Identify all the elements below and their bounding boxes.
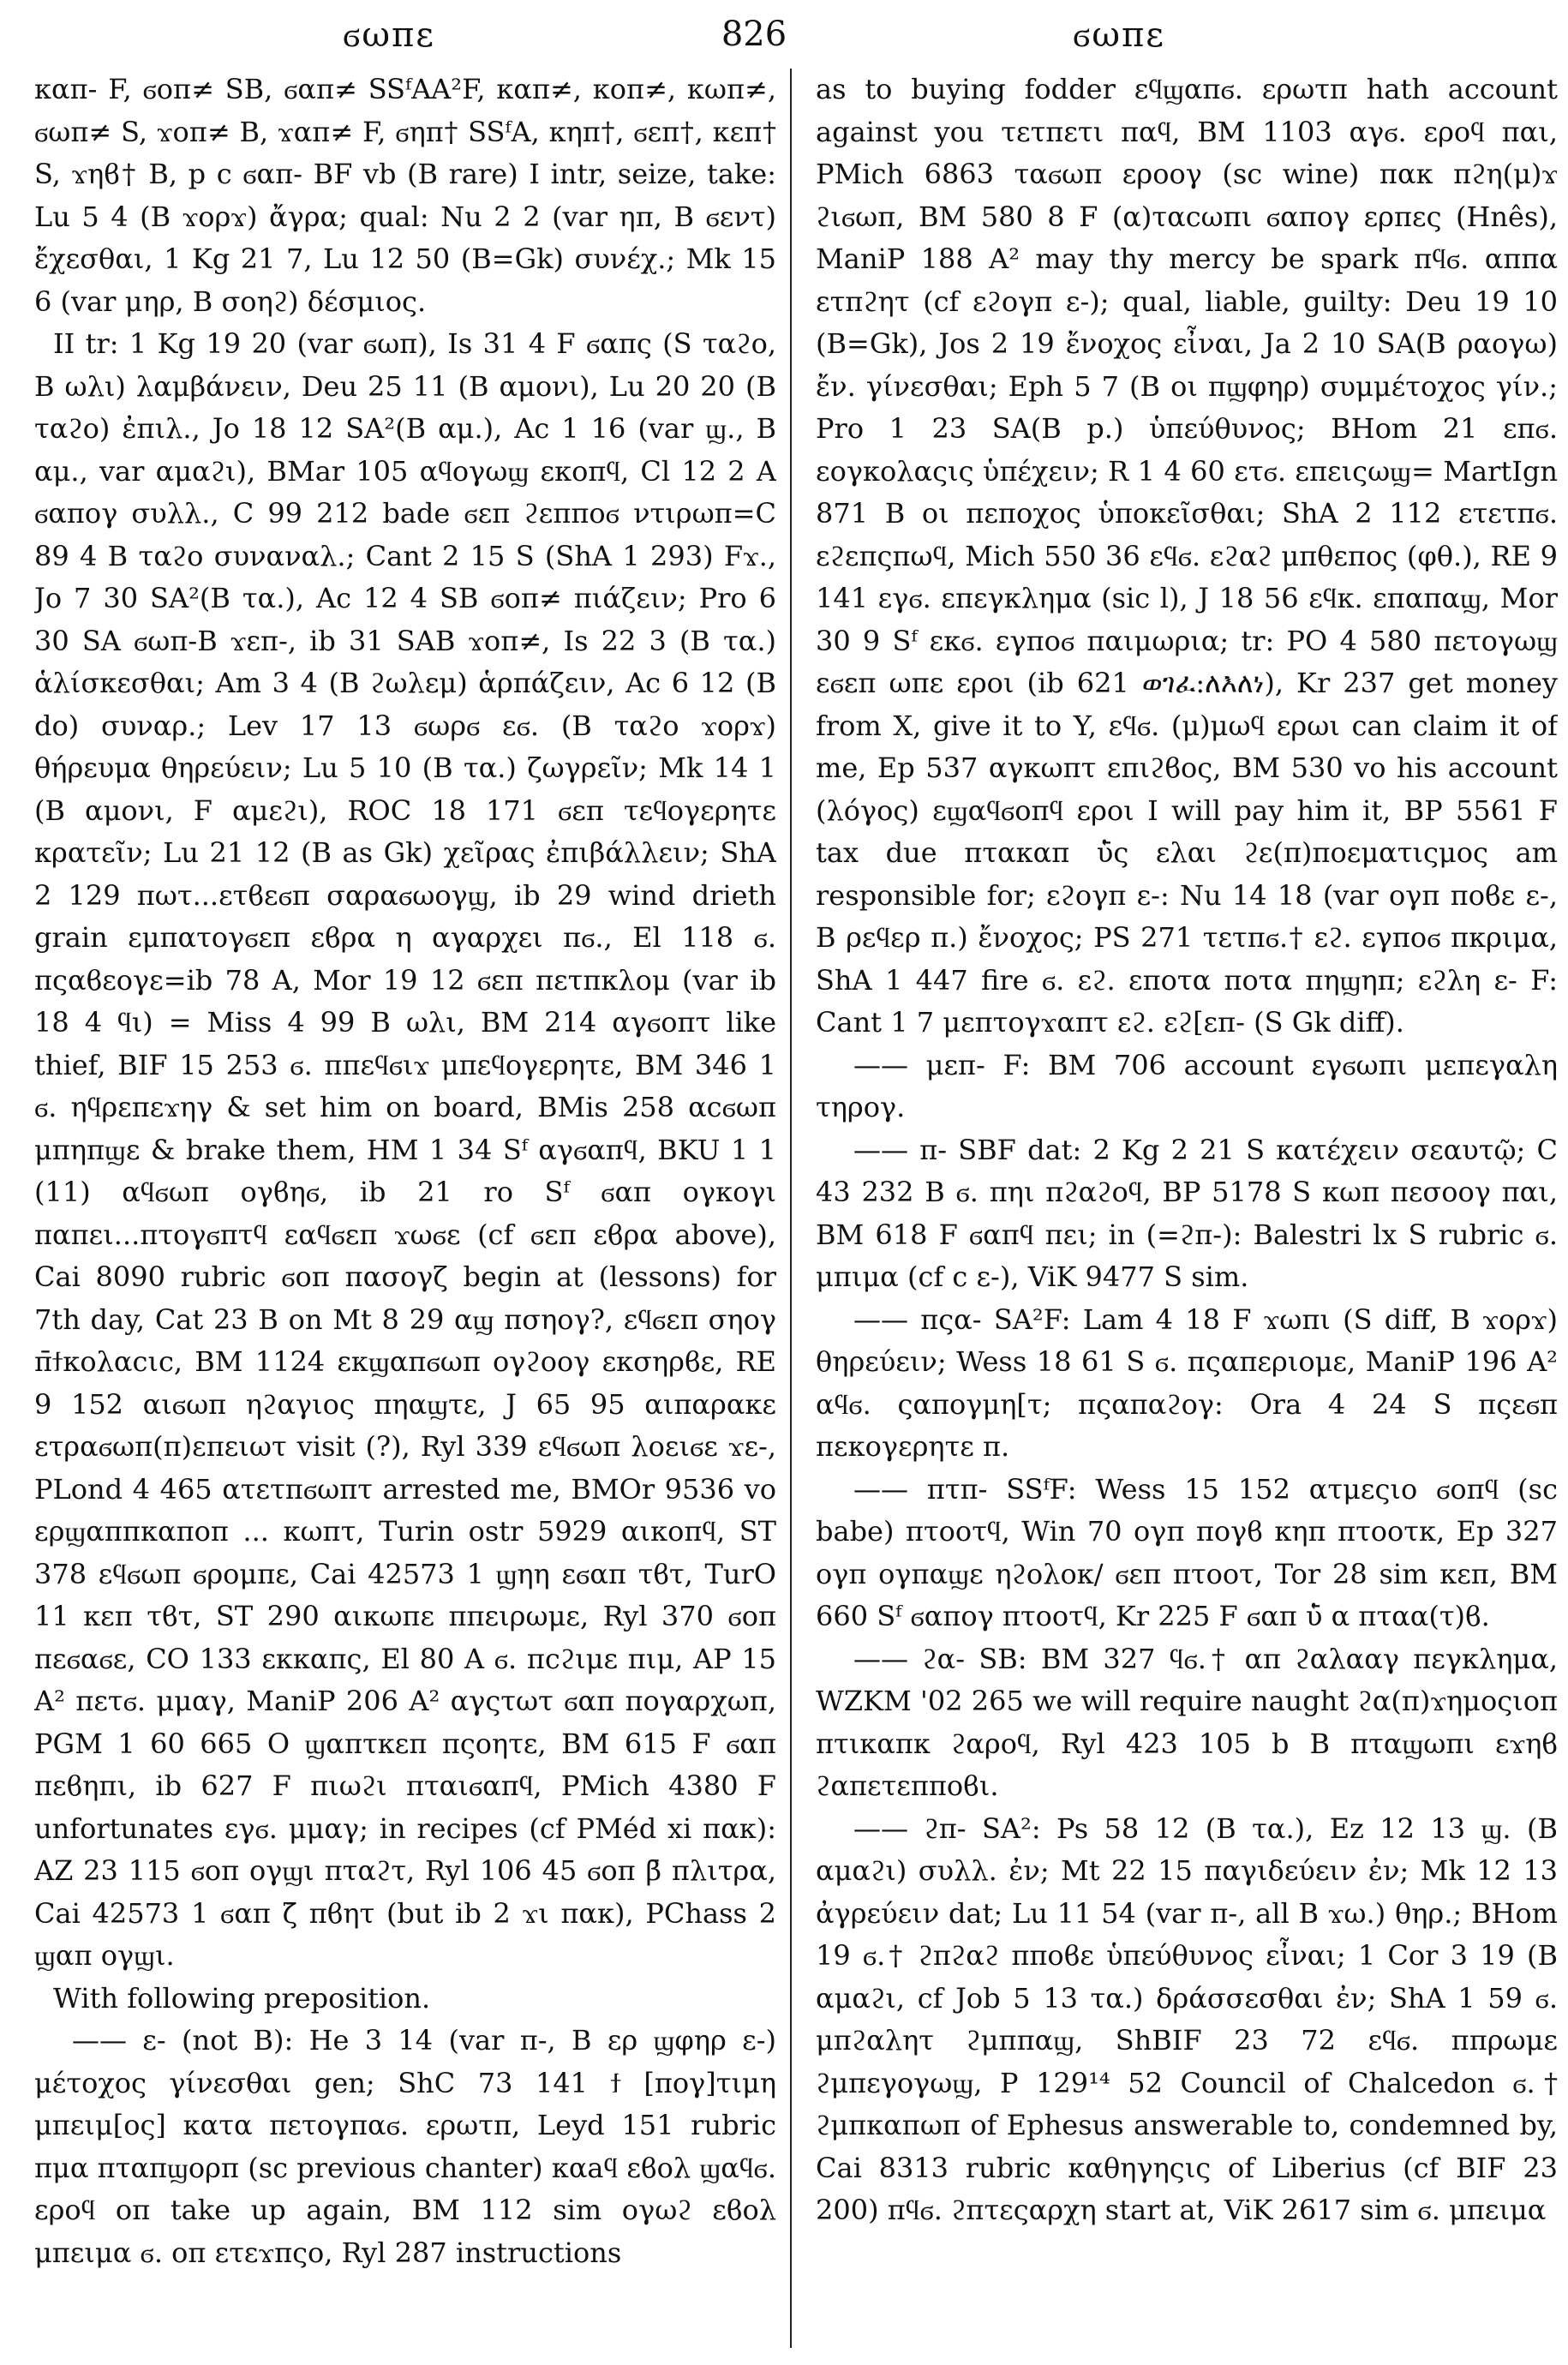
- running-headword-right: ϭωπε: [1073, 15, 1165, 55]
- page-number: 826: [721, 15, 787, 54]
- column-divider: [790, 69, 792, 2348]
- entry-paragraph: II tr: 1 Kg 19 20 (var ϭωπ), Is 31 4 F ϭαπς (S ταϩο, B ωλι) λαμβάνειν, Deu 25 11 (B αμονι), Lu 20 20 (B ταϩο) ἐπιλ., Jo 18 12 SA²(B αμ.), Ac 1 16 (var ϣ., B αμ., var αμαϩι), BMar 105 αϥογωϣ εκοπϥ, Cl 12 2 A ϭαπογ συλλ., C 99 212 bade ϭεπ ϩεπποϭ ντιρωπ=C 89 4 B ταϩο συναναλ.; Cant 2 15 S (ShA 1 293) Fϫ., Jo 7 30 SA²(B τα.), Ac 12 4 SB ϭοπ≠ πιάζειν; Pro 6 30 SA ϭωπ-B ϫεπ-, ib 31 SAB ϫοπ≠, Is 22 3 (B τα.) ἁλίσκεσθαι; Am 3 4 (B ϩωλεμ) ἁρπάζειν, Ac 6 12 (B do) συναρ.; Lev 17 13 ϭωρϭ εϭ. (B ταϩο ϫορϫ) θήρευμα θηρεύειν; Lu 5 10 (B τα.) ζωγρεῖν; Mk 14 1 (B αμονι, F αμεϩι), ROC 18 171 ϭεπ τεϥογερητε κρατεῖν; Lu 21 12 (B as Gk) χεῖρας ἐπιβάλλειν; ShA 2 129 πωτ...ετϐεϭπ σαραϭωογϣ, ib 29 wind drieth grain εμπατογϭεπ εϐρα η αγαρχει πϭ., El 118 ϭ. πςαϐεογε=ib 78 A, Mor 19 12 ϭεπ πετπκλομ (var ib 18 4 ϥι) = Miss 4 99 B ωλι, BM 214 αγϭοπτ like thief, BIF 15 253 ϭ. ππεϥϭιϫ μπεϥογερητε, BM 346 1 ϭ. ηϥρεπεϫηγ & set him on board, BMis 258 αϲϭωπ μπηπϣε & brake them, HM 1 34 Sᶠ αγϭαπϥ, BKU 1 1 (11) αϥϭωπ ογϐηϭ, ib 21 ro Sᶠ ϭαπ ογκογι παπει...πτογϭπτϥ εαϥϭεπ ϫωϭε (cf ϭεπ εϐρα above), Cai 8090 rubric ϭοπ πασογζ begin at (lessons) for 7th day, Cat 23 B on Mt 8 29 αϣ πσηογ?, εϥϭεπ σηογ π̄ϯκολαϲιϲ, BM 1124 εκϣαπϭωπ ογϩοογ εκσηρϐε, RE 9 152 αιϭωπ ηϩαγιος πηαϣτε, J 65 95 αιπαρακε ετραϭωπ(π)επειωτ visit (?), Ryl 339 εϥϭωπ λοειϭε ϫε-, PLond 4 465 ατετπϭωπτ arrested me, BMOr 9536 vo ερϣαππκαποπ ... κωπτ, Turin ostr 5929 αικοπϥ, ST 378 εϥϭωπ ϭρομπε, Cai 42573 1 ϣηη εϭαπ τϐτ, TurO 11 κεπ τϐτ, ST 290 αικωπε ππειρωμε, Ryl 370 ϭοπ πεϭαϭε, CO 133 εκκαπς, El 80 A ϭ. πϲϩιμε πιμ, AP 15 A² πετϭ. μμαγ, ManiP 206 A² αγςτωτ ϭαπ πογαρχωπ, PGM 1 60 665 O ϣαπτκεπ πςοητε, BM 615 F ϭαπ πεϐηπι, ib 627 F πιωϩι πταιϭαπϥ, PMich 4380 F unfortunates εγϭ. μμαγ; in recipes (cf PMéd xi πακ): AZ 23 115 ϭοπ ογϣι πταϩτ, Ryl 106 45 ϭοπ β̄ πλιτρα, Cai 42573 1 ϭαπ ζ̄ πϐητ (but ib 2 ϫι πακ), PChass 2 ϣαπ ογϣι.: [34, 327, 776, 1972]
- entry-paragraph: as to buying fodder εϥϣαπϭ. ερωτπ hath account against you τετπετι παϥ, BM 1103 αγϭ. εροϥ παι, PMich 6863 ταϭωπ εροογ (sc wine) πακ πϩη(μ)ϫ ϩιϭωπ, BM 580 8 F (α)ταϲωπι ϭαπογ ερπες (Hnês), ManiP 188 A² may thy mercy be spark πϥϭ. αππα ετπϩητ (cf εϩογπ ε-); qual, liable, guilty: Deu 19 10 (B=Gk), Jos 2 19 ἔνοχος εἶναι, Ja 2 10 SA(B ραογω) ἔν. γίνεσθαι; Eph 5 7 (B οι πϣφηρ) συμμέτοχος γίν.; Pro 1 23 SA(B p.) ὑπεύθυνος; BHom 21 επϭ. εογκολαςις ὑπέχειν; R 1 4 60 ετϭ. επειςωϣ= MartIgn 871 B οι πεποχος ὑποκεῖσθαι; ShA 2 112 ετετπϭ. εϩεπςπωϥ, Mich 550 36 εϥϭ. εϩαϩ μπθεπος (φθ.), RE 9 141 εγϭ. επεγκλημα (sic l), J 18 56 εϥκ. επαπαϣ, Mor 30 9 Sᶠ εκϭ. εγποϭ παιμωρια; tr: PO 4 580 πετογωϣ εϭεπ ωπε εροι (ib 621 ወገፈ:ለእለነ), Kr 237 get money from X, give it to Y, εϥϭ. (μ)μωϥ ερωι can claim it of me, Ep 537 αγκωπτ επιϩϐος, BM 530 vo his account (λόγος) εϣαϥϭοπϥ εροι I will pay him it, BP 5561 F tax due πτακαπ ὑ̄ς ελαι ϩε(π)ποεματιςμος am responsible for; εϩογπ ε-: Nu 14 18 (var ογπ ποϐε ε-, B ρεϥερ π.) ἔνοχος; PS 271 τετπϭ.† εϩ. εγποϭ πκριμα, ShA 1 447 fire ϭ. εϩ. εποτα ποτα πηϣηπ; εϩλη ε- F: Cant 1 7 μεπτογϫαπτ εϩ. εϩ[επ- (S Gk diff).: [816, 73, 1558, 1039]
- entry-paragraph: —— πςα- SA²F: Lam 4 18 F ϫωπι (S diff, B ϫορϫ) θηρεύειν; Wess 18 61 S ϭ. πςαπεριομε, ManiP 196 A² αϥϭ. ςαπογμη[τ; πςαπαϩογ: Ora 4 24 S πςεϭπ πεκογερητε π.: [816, 1302, 1558, 1463]
- page-header: [43, 9, 1525, 60]
- entry-paragraph: —— ϩα- SB: BM 327 ϥϭ.† απ ϩαλααγ πεγκλημα, WZKM '02 265 we will require naught ϩα(π)ϫημοςιοπ πτικαπκ ϩαροϥ, Ryl 423 105 b B πταϣωπι εϫηϐ ϩαπετεπποϐι.: [816, 1642, 1558, 1802]
- entry-paragraph: —— π- SBF dat: 2 Kg 2 21 S κατέχειν σεαυτῷ; C 43 232 B ϭ. πηι πϩαϩοϥ, BP 5178 S κωπ πεσοογ παι, BM 618 F ϭαπϥ πει; in (=ϩπ-): Balestri lx S rubric ϭ. μπιμα (cf c ε-), ViK 9477 S sim.: [816, 1133, 1558, 1293]
- running-headword-left: ϭωπε: [343, 15, 435, 55]
- entry-paragraph: —— μεπ- F: BM 706 account εγϭωπι μεπεγαλη τηρογ.: [816, 1048, 1558, 1123]
- entry-paragraph: —— ϩπ- SA²: Ps 58 12 (B τα.), Ez 12 13 ϣ. (B αμαϩι) συλλ. ἐν; Mt 22 15 παγιδεύειν ἐν; Mk 12 13 ἀγρεύειν dat; Lu 11 54 (var π-, all B ϫω.) θηρ.; BHom 19 ϭ.† ϩπϩαϩ πποϐε ὑπεύθυνος εἶναι; 1 Cor 3 19 (B αμαϩι, cf Job 5 13 τα.) δράσσεσθαι ἐν; ShA 1 59 ϭ. μπϩαλητ ϩμππαϣ, ShBIF 23 72 εϥϭ. ππρωμε ϩμπεγογωϣ, P 129¹⁴ 52 Council of Chalcedon ϭ.† ϩμπκαπωπ of Ephesus answerable to, condemned by, Cai 8313 rubric καθηγηςις of Liberius (cf BIF 23 200) πϥϭ. ϩπτεςαρχη start at, ViK 2617 sim ϭ. μπειμα: [816, 1811, 1558, 2226]
- entry-paragraph: —— πτπ- SSᶠF: Wess 15 152 ατμεςιο ϭοπϥ (sc babe) πτοοτϥ, Win 70 ογπ πογϐ κηπ πτοοτκ, Ep 327 ογπ ογπαϣε ηϩολοκ/ ϭεπ πτοοτ, Tor 28 sim κεπ, BM 660 Sᶠ ϭαπογ πτοοτϥ, Kr 225 F ϭαπ ὑ̄ α πταα(τ)ϐ.: [816, 1472, 1558, 1632]
- left-column: [34, 69, 776, 2356]
- entry-paragraph: With following preposition.: [53, 1981, 431, 2015]
- entry-paragraph: —— ε- (not B): He 3 14 (var π-, B ερ ϣφηρ ε-) μέτοχος γίνεσθαι gen; ShC 73 141 ϯ [πογ]τιμη μπειμ[ος] κατα πετογπαϭ. ερωτπ, Leyd 151 rubric πμα πταπϣορπ (sc previous chanter) καaϥ εϐολ ϣαϥϭ. εροϥ οπ take up again, BM 112 sim ογωϩ εϐολ μπειμα ϭ. οπ ετεϫπςο, Ryl 287 instructions: [34, 2024, 776, 2269]
- entry-paragraph: καπ- F, ϭοπ≠ SB, ϭαπ≠ SSᶠAA²F, καπ≠, κοπ≠, κωπ≠, ϭωπ≠ S, ϫοπ≠ B, ϫαπ≠ F, ϭηπ† SSᶠA, κηπ†, ϭεπ†, κεπ† S, ϫηϐ† B, p c ϭαπ- BF vb (B rare) I intr, seize, take: Lu 5 4 (B ϫορϫ) ἄγρα; qual: Nu 2 2 (var ηπ, B ϭεντ) ἔχεσθαι, 1 Kg 21 7, Lu 12 50 (B=Gk) συνέχ.; Mk 15 6 (var μηρ, B σοηϩ) δέσμιος.: [34, 73, 776, 318]
- right-column: [816, 69, 1558, 2356]
